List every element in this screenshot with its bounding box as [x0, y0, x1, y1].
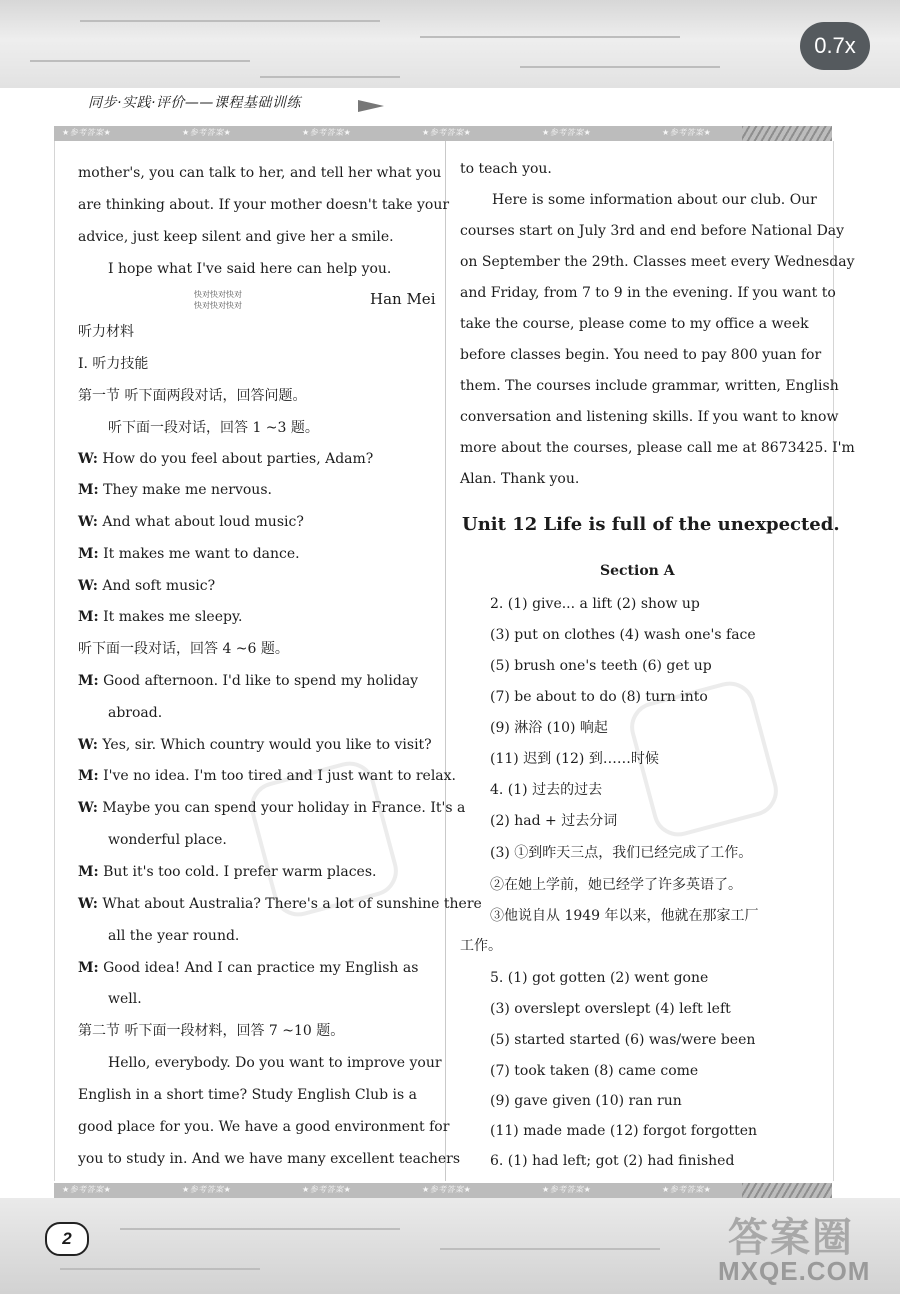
club-line: to teach you. — [460, 161, 552, 177]
watermark-logo: 答案圈 — [728, 1215, 854, 1261]
club-line: conversation and listening skills. If you want to know — [460, 409, 839, 425]
page-number: 2 — [45, 1222, 89, 1256]
series-title: 同步·实践·评价——课程基础训练 — [88, 95, 301, 111]
answer-line: (11) 迟到 (12) 到……时候 — [490, 751, 659, 767]
speaker-label: M: — [78, 768, 99, 784]
dialog-text: Good afternoon. I'd like to spend my holiday — [103, 673, 419, 689]
speaker-label: W: — [78, 737, 98, 753]
dialog-text: How do you feel about parties, Adam? — [102, 451, 374, 467]
answer-line: (9) gave given (10) ran run — [490, 1093, 682, 1109]
letter-signature: Han Mei — [370, 290, 436, 308]
dialog-line — [78, 767, 456, 785]
dialog-intro: 听下面一段对话，回答 1 ~3 题。 — [108, 420, 319, 436]
dialog-line — [78, 481, 272, 499]
strip-tag: ★参考答案★ — [422, 1185, 472, 1194]
speaker-label: M: — [78, 960, 99, 976]
club-line: Alan. Thank you. — [460, 471, 580, 487]
dialog-text: It makes me want to dance. — [103, 546, 300, 562]
club-line: you to study in. And we have many excellent teachers — [78, 1151, 461, 1167]
answer-line: (5) started started (6) was/were been — [490, 1032, 756, 1048]
dialog-line — [108, 927, 239, 945]
strip-tag: ★参考答案★ — [302, 1185, 352, 1194]
strip-hatch — [742, 126, 832, 141]
strip-tag: ★参考答案★ — [662, 1185, 712, 1194]
dialog-text: And what about loud music? — [102, 514, 304, 530]
strip-tag: ★参考答案★ — [62, 1185, 112, 1194]
dialog-line — [78, 545, 300, 563]
title-arrow-icon — [358, 100, 384, 112]
answer-line: 2. (1) give... a lift (2) show up — [490, 596, 700, 612]
section-heading: Section A — [600, 563, 675, 579]
answer-line: (2) had + 过去分词 — [490, 813, 618, 829]
strip-tag: ★参考答案★ — [302, 128, 352, 137]
dialog-text: I've no idea. I'm too tired and I just want to relax. — [103, 768, 456, 784]
speaker-label: W: — [78, 451, 98, 467]
answer-line: ②在她上学前，她已经学了许多英语了。 — [490, 877, 742, 893]
letter-line: mother's, you can talk to her, and tell her what you — [78, 165, 442, 181]
dialog-text: What about Australia? There's a lot of sunshine there — [102, 896, 482, 912]
club-line: on September the 29th. Classes meet every Wednesday — [460, 254, 855, 270]
section-one-title: 第一节 听下面两段对话，回答问题。 — [78, 388, 307, 404]
strip-tag: ★参考答案★ — [542, 128, 592, 137]
top-answer-strip — [54, 126, 832, 141]
column-divider — [445, 141, 446, 1181]
dialog-text: well. — [108, 991, 142, 1007]
top-decorative-banner — [0, 0, 900, 88]
speaker-label: W: — [78, 514, 98, 530]
answer-line: 4. (1) 过去的过去 — [490, 782, 603, 798]
small-mark: 快对快对快对 — [194, 290, 242, 299]
zoom-level-badge[interactable]: 0.7x — [800, 22, 870, 70]
strip-tag: ★参考答案★ — [182, 1185, 232, 1194]
answer-line: (11) made made (12) forgot forgotten — [490, 1123, 758, 1139]
dialog-text: Good idea! And I can practice my English as — [103, 960, 419, 976]
answer-line: 工作。 — [460, 938, 502, 954]
dialog-text: abroad. — [108, 705, 163, 721]
dialog-line — [108, 831, 227, 849]
answer-line: 5. (1) got gotten (2) went gone — [490, 970, 709, 986]
letter-line: are thinking about. If your mother doesn't take your — [78, 197, 450, 213]
speaker-label: W: — [78, 578, 98, 594]
dialog-line — [78, 513, 304, 531]
dialog-line — [78, 863, 376, 881]
dialog-line — [78, 799, 465, 817]
dialog-line — [78, 959, 418, 977]
club-line: Here is some information about our club. Our — [492, 192, 817, 208]
dialog-line — [78, 577, 215, 595]
letter-line: I hope what I've said here can help you. — [108, 261, 392, 277]
club-line: courses start on July 3rd and end before National Day — [460, 223, 845, 239]
bottom-answer-strip — [54, 1183, 832, 1198]
part-one-title: Ⅰ. 听力技能 — [78, 356, 149, 372]
club-line: good place for you. We have a good environment for — [78, 1119, 450, 1135]
answer-line: (9) 淋浴 (10) 响起 — [490, 720, 608, 736]
section-two-title: 第二节 听下面一段材料，回答 7 ~10 题。 — [78, 1023, 345, 1039]
answer-line: 6. (1) had left; got (2) had finished — [490, 1153, 735, 1169]
answer-line: ③他说自从 1949 年以来，他就在那家工厂 — [490, 908, 759, 924]
strip-tag: ★参考答案★ — [422, 128, 472, 137]
dialog-text: all the year round. — [108, 928, 240, 944]
speaker-label: W: — [78, 800, 98, 816]
club-line: more about the courses, please call me at 8673425. I'm — [460, 440, 855, 456]
dialog-text: Maybe you can spend your holiday in France. It's a — [102, 800, 466, 816]
speaker-label: M: — [78, 673, 99, 689]
dialog-line — [78, 450, 373, 468]
speaker-label: M: — [78, 864, 99, 880]
listening-title: 听力材料 — [78, 324, 134, 340]
answer-line: (3) overslept overslept (4) left left — [490, 1001, 731, 1017]
dialog-line — [108, 990, 142, 1008]
strip-tag: ★参考答案★ — [182, 128, 232, 137]
speaker-label: M: — [78, 609, 99, 625]
dialog-text: But it's too cold. I prefer warm places. — [103, 864, 377, 880]
club-line: before classes begin. You need to pay 800 yuan for — [460, 347, 822, 363]
strip-tag: ★参考答案★ — [62, 128, 112, 137]
speaker-label: M: — [78, 546, 99, 562]
dialog-text: It makes me sleepy. — [103, 609, 243, 625]
club-line: and Friday, from 7 to 9 in the evening. If you want to — [460, 285, 836, 301]
dialog-text: They make me nervous. — [103, 482, 272, 498]
strip-hatch — [742, 1183, 832, 1198]
small-mark: 快对快对快对 — [194, 301, 242, 310]
letter-line: advice, just keep silent and give her a smile. — [78, 229, 394, 245]
club-line: take the course, please come to my office a week — [460, 316, 809, 332]
unit-heading: Unit 12 Life is full of the unexpected. — [462, 514, 840, 535]
answer-line: (7) be about to do (8) turn into — [490, 689, 708, 705]
watermark-site: MXQE.COM — [718, 1256, 871, 1286]
dialog-text: Yes, sir. Which country would you like to visit? — [102, 737, 432, 753]
dialog-line — [78, 895, 482, 913]
club-line: Hello, everybody. Do you want to improve your — [108, 1055, 442, 1071]
speaker-label: M: — [78, 482, 99, 498]
answer-line: (3) ①到昨天三点，我们已经完成了工作。 — [490, 845, 753, 861]
dialog-line — [78, 736, 432, 754]
club-line: them. The courses include grammar, written, English — [460, 378, 839, 394]
dialog-text: And soft music? — [102, 578, 216, 594]
answer-line: (3) put on clothes (4) wash one's face — [490, 627, 756, 643]
dialog-intro: 听下面一段对话，回答 4 ~6 题。 — [78, 641, 289, 657]
dialog-text: wonderful place. — [108, 832, 227, 848]
strip-tag: ★参考答案★ — [662, 128, 712, 137]
answer-line: (7) took taken (8) came come — [490, 1063, 699, 1079]
answer-line: (5) brush one's teeth (6) get up — [490, 658, 712, 674]
strip-tag: ★参考答案★ — [542, 1185, 592, 1194]
club-line: English in a short time? Study English Club is a — [78, 1087, 418, 1103]
dialog-line — [78, 672, 418, 690]
dialog-line — [78, 608, 242, 626]
dialog-line — [108, 704, 162, 722]
speaker-label: W: — [78, 896, 98, 912]
